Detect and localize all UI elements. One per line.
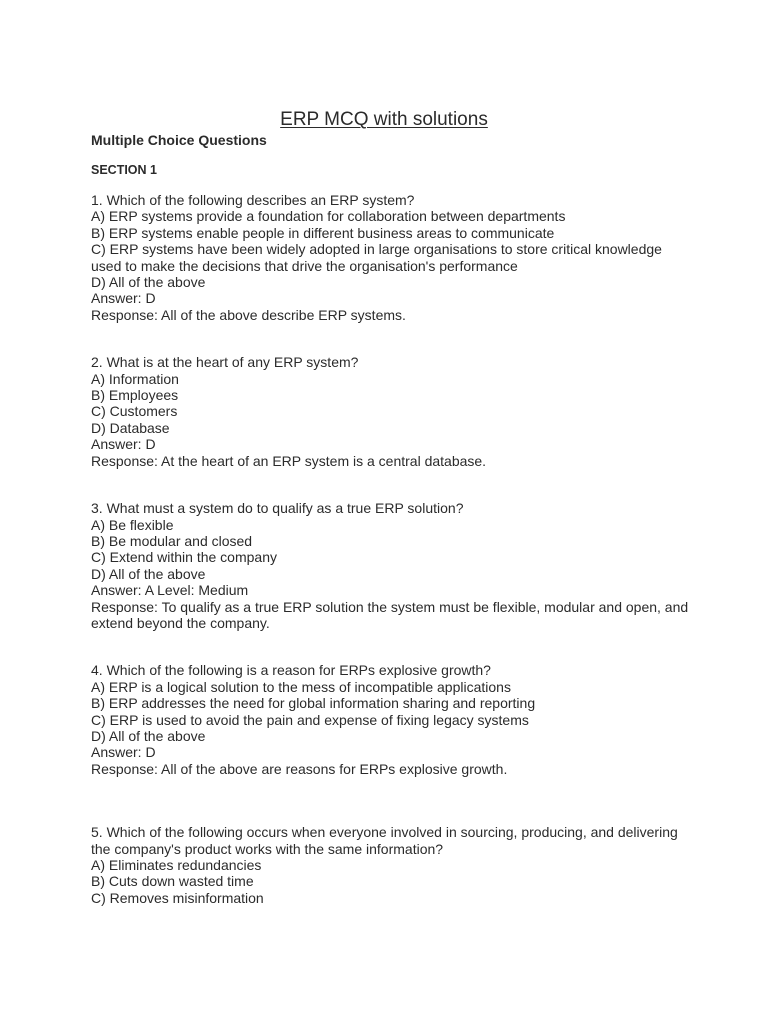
response: Response: All of the above describe ERP systems. [91, 306, 406, 323]
question-text: 4. Which of the following is a reason for ERPs explosive growth? [91, 662, 491, 679]
option-a: A) Be flexible [91, 516, 174, 533]
option-c: C) Removes misinformation [91, 889, 264, 906]
option-b: B) Cuts down wasted time [91, 873, 254, 890]
option-a: A) ERP systems provide a foundation for collaboration between departments [91, 208, 566, 225]
question-text: 1. Which of the following describes an ERP system? [91, 192, 415, 208]
question-1 [91, 192, 691, 323]
response: Response: All of the above are reasons for ERPs explosive growth. [91, 760, 508, 777]
answer: Answer: D [91, 436, 156, 453]
question-3 [91, 500, 691, 631]
option-c: C) ERP is used to avoid the pain and expense of fixing legacy systems [91, 711, 529, 728]
option-b: B) Employees [91, 387, 179, 404]
question-text: 3. What must a system do to qualify as a true ERP solution? [91, 500, 464, 517]
option-a: A) Eliminates redundancies [91, 857, 262, 873]
document-subtitle: Multiple Choice Questions [91, 132, 267, 148]
answer: Answer: A Level: Medium [91, 582, 249, 599]
option-d: D) All of the above [91, 274, 206, 291]
option-c: C) ERP systems have been widely adopted in large organisations to store critical knowledge used to make the decisions that drive the organisation's performance [91, 241, 662, 274]
option-d: D) All of the above [91, 565, 206, 582]
response: Response: To qualify as a true ERP solution the system must be flexible, modular and open, and extend beyond the company. [91, 598, 689, 631]
section-heading: SECTION 1 [91, 163, 157, 177]
option-c: C) Customers [91, 403, 178, 420]
question-text: 2. What is at the heart of any ERP system? [91, 354, 359, 371]
option-a: A) ERP is a logical solution to the mess of incompatible applications [91, 678, 511, 695]
option-d: D) Database [91, 419, 170, 436]
question-text: 5. Which of the following occurs when everyone involved in sourcing, producing, and delivering the company's product works with the same information? [91, 824, 678, 857]
option-d: D) All of the above [91, 727, 206, 744]
response: Response: At the heart of an ERP system is a central database. [91, 452, 487, 469]
document-body [91, 129, 691, 906]
document-title: ERP MCQ with solutions [280, 109, 488, 130]
answer: Answer: D [91, 744, 156, 761]
option-a: A) Information [91, 370, 179, 387]
option-b: B) ERP systems enable people in different business areas to communicate [91, 224, 555, 241]
question-4 [91, 662, 691, 777]
answer: Answer: D [91, 290, 156, 307]
question-2 [91, 354, 691, 469]
option-b: B) ERP addresses the need for global information sharing and reporting [91, 695, 536, 712]
option-b: B) Be modular and closed [91, 532, 253, 549]
option-c: C) Extend within the company [91, 549, 277, 566]
question-5 [91, 824, 691, 906]
